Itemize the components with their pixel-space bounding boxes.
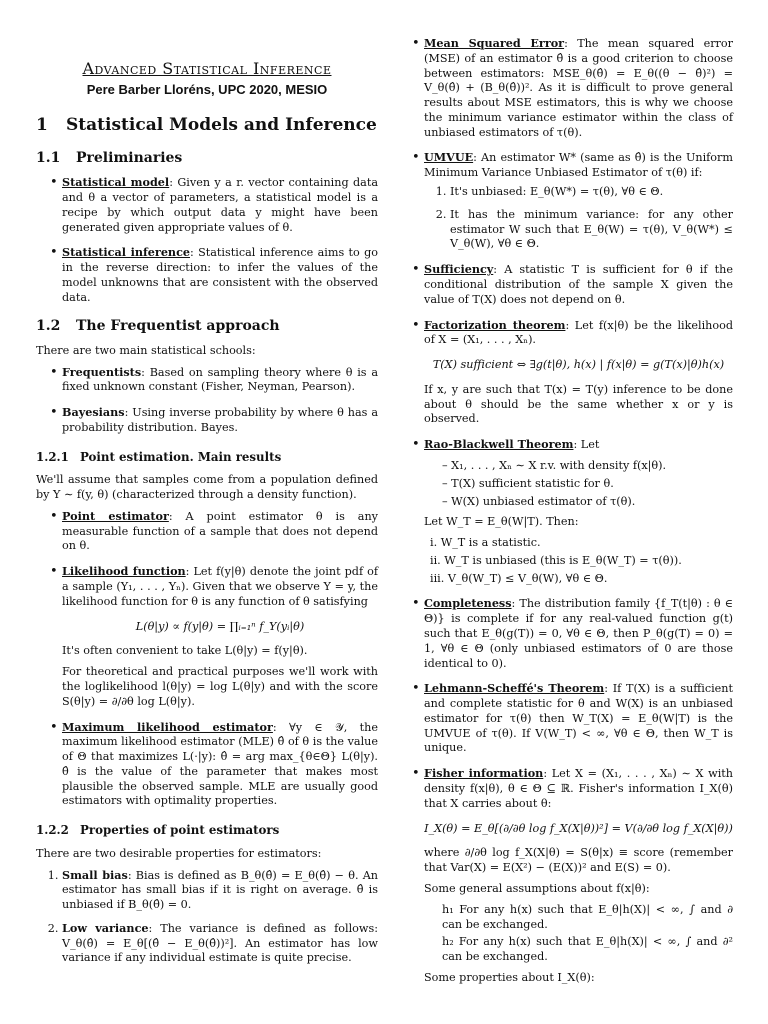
rao-results: [424, 536, 733, 586]
list-item: – W(X) unbiased estimator of τ(θ).: [442, 494, 636, 508]
list-item: i. W_T is a statistic.: [430, 536, 541, 550]
list-item: • Statistical inference: Statistical inference aims to go in the reverse direction: to infer the values of the model unknowns that are consistent with the observed data.: [36, 245, 378, 305]
list-item: • Fisher information: Let X = (X₁, . . . , Xₙ) ∼ X with density f(x|θ), θ ∈ Θ ⊆ ℝ. Fisher's information I_X(θ) that X carries about θ: I_X(θ) = E_θ[(∂/∂θ log f_X(X|θ))²] = V(∂/∂θ log f_X(X|θ)) where ∂/∂θ log f_X(X|θ) = S(θ|x) ≡ score (remember that Var(X) = E(X²) − (E(X))² and E(S) = 0). Some general assumptions about f(x|θ): h₁ For any h(x) such that E_θ|h(X)| < ∞, ∫ and ∂ can be exchanged. h₂ For any h(x) such that E_θ|h(X)| < ∞, ∫ and ∂² can be exchanged. Some properties about I_X(θ):: [398, 766, 733, 985]
definitions-list: [398, 36, 733, 986]
right-column: [398, 30, 733, 996]
list-item: • Bayesians: Using inverse probability by where θ has a probability distribution. Bayes.: [36, 405, 378, 436]
document-header: [36, 58, 378, 98]
list-item: 2. Low variance: The variance is defined as follows: V_θ(θ̂) = E_θ[(θ̂ − E_θ(θ̂))²]. An estimator has low variance if any individual estimate is quite precise.: [62, 921, 378, 966]
list-item: – T(X) sufficient statistic for θ.: [442, 476, 614, 490]
list-item: • Factorization theorem: Let f(x|θ) be the likelihood of X = (X₁, . . . , Xₙ). T(X) sufficient ⇔ ∃g(t|θ), h(x) | f(x|θ) = g(T(x)|θ)h(x) If x, y are such that T(x) = T(y) inference to be done about θ should be the same whether x or y is observed.: [398, 318, 733, 428]
factorization-note: If x, y are such that T(x) = T(y) inference to be done about θ should be the same whether x or y is observed.: [424, 382, 733, 426]
list-item: 2. It has the minimum variance: for any other estimator W such that E_θ(W) = τ(θ), V_θ(W*) ≤ V_θ(W), ∀θ ∈ Θ.: [450, 208, 733, 252]
list-item: • Point estimator: A point estimator θ is any measurable function of a sample that does not depend on θ.: [36, 509, 378, 554]
document-author: Pere Barber Lloréns, UPC 2020, MESIO: [86, 82, 328, 98]
list-item: • Likelihood function: Let f(y|θ) denote the joint pdf of a sample (Y₁, . . . , Yₙ). Given that we observe Y = y, the likelihood function for θ is any function of θ satisfying L(θ|y) ∝ f(y|θ) = ∏ᵢ₌₁ⁿ f_Y(yᵢ|θ) It's often convenient to take L(θ|y) = f(y|θ). For theoretical and practical purposes we'll work with the loglikelihood l(θ|y) = log L(θ|y) and with the score S(θ|y) = ∂/∂θ log L(θ|y).: [36, 564, 378, 709]
loglikelihood-note: For theoretical and practical purposes we'll work with the loglikelihood l(θ|y) = log L(θ|y) and with the score S(θ|y) = ∂/∂θ log L(θ|y).: [62, 665, 378, 708]
schools-list: [36, 365, 378, 436]
preliminaries-list: [36, 175, 378, 305]
section-1-heading: 1 Statistical Models and Inference: [36, 115, 377, 136]
properties-list: [36, 868, 378, 967]
properties-intro: There are two desirable properties for estimators:: [36, 846, 322, 860]
section-1-2-1-heading: 1.2.1 Point estimation. Main results: [36, 449, 282, 464]
fisher-properties-intro: Some properties about I_X(θ):: [424, 970, 595, 984]
section-1-1-heading: 1.1 Preliminaries: [36, 149, 183, 166]
frequentist-intro: There are two main statistical schools:: [36, 343, 256, 357]
list-item: • Lehmann-Scheffé's Theorem: If T(X) is a sufficient and complete statistic for θ and W(X) is an unbiased estimator for τ(θ) then W_T(X) = E_θ(W|T) is the UMVUE of τ(θ). If V(W_T) < ∞, ∀θ ∈ Θ, then W_T is unique.: [398, 681, 733, 756]
list-item: 1. Small bias: Bias is defined as B_θ(θ̂) = E_θ(θ̂) − θ. An estimator has small bias if it is right on average. θ̂ is unbiased if B_θ(θ̂) = 0.: [62, 868, 378, 913]
section-1-2-heading: 1.2 The Frequentist approach: [36, 318, 280, 335]
list-item: • Rao-Blackwell Theorem: Let – X₁, . . . , Xₙ ∼ X r.v. with density f(x|θ). – T(X) sufficient statistic for θ. – W(X) unbiased estimator of τ(θ). Let W_T = E_θ(W|T). Then: i. W_T is a statistic. ii. W_T is unbiased (this is E_θ(W_T) = τ(θ)). iii. V_θ(W_T) ≤ V_θ(W), ∀θ ∈ Θ.: [398, 437, 733, 586]
document-title: Advanced Statistical Inference: [82, 59, 332, 78]
list-item: • Frequentists: Based on sampling theory where θ is a fixed unknown constant (Fisher, Neyman, Pearson).: [36, 365, 378, 396]
fisher-assumptions-intro: Some general assumptions about f(x|θ):: [424, 881, 650, 895]
rao-let: Let W_T = E_θ(W|T). Then:: [424, 515, 579, 529]
fisher-equation: I_X(θ) = E_θ[(∂/∂θ log f_X(X|θ))²] = V(∂/∂θ log f_X(X|θ)): [424, 821, 733, 835]
list-item: – X₁, . . . , Xₙ ∼ X r.v. with density f(x|θ).: [442, 458, 667, 472]
section-1-2-2-heading: 1.2.2 Properties of point estimators: [36, 823, 280, 838]
fisher-score-note: where ∂/∂θ log f_X(X|θ) = S(θ|x) ≡ score (remember that Var(X) = E(X²) − (E(X))² and E(S) = 0).: [424, 846, 733, 875]
left-column: [36, 0, 378, 974]
list-item: • Completeness: The distribution family {f_T(t|θ) : θ ∈ Θ)} is complete if for any real-valued function g(t) such that E_θ(g(T)) = 0, ∀θ ∈ Θ, then P_θ(g(T) = 0) = 1, ∀θ ∈ Θ (only unbiased estimators of 0 are those identical to 0).: [398, 596, 733, 671]
list-item: 1. It's unbiased: E_θ(W*) = τ(θ), ∀θ ∈ Θ.: [450, 185, 733, 200]
likelihood-note: It's often convenient to take L(θ|y) = f(y|θ).: [62, 644, 308, 658]
factorization-equation: T(X) sufficient ⇔ ∃g(t|θ), h(x) | f(x|θ) = g(T(x)|θ)h(x): [432, 358, 725, 372]
likelihood-equation: L(θ|y) ∝ f(y|θ) = ∏ᵢ₌₁ⁿ f_Y(yᵢ|θ): [135, 619, 305, 633]
fisher-assumptions: [424, 903, 733, 965]
point-estimation-list: [36, 509, 378, 809]
umvue-conditions: [424, 185, 733, 252]
list-item: • Maximum likelihood estimator: ∀y ∈ 𝒴, the maximum likelihood estimator (MLE) θ̂ of θ is the value of Θ that maximizes L(·|y): θ̂ = arg max_{θ∈Θ} L(θ|y). θ̂ is the value of the parameter that makes most plausible the observed sample. MLE are usually good estimators with optimality properties.: [36, 720, 378, 810]
list-item: • UMVUE: An estimator W* (same as θ̂) is the Uniform Minimum Variance Unbiased Estimator of τ(θ) if: 1. It's unbiased: E_θ(W*) = τ(θ), ∀θ ∈ Θ. 2. It has the minimum variance: for any other estimator W such that E_θ(W) = τ(θ), V_θ(W*) ≤ V_θ(W), ∀θ ∈ Θ.: [398, 150, 733, 252]
list-item: ii. W_T is unbiased (this is E_θ(W_T) = τ(θ)).: [430, 553, 682, 567]
list-item: • Statistical model: Given y a r. vector containing data and θ a vector of parameters, a statistical model is a recipe by which output data y might have been generated given appropriate values of θ.: [36, 175, 378, 235]
list-item: • Sufficiency: A statistic T is sufficient for θ if the conditional distribution of the sample X given the value of T(X) does not depend on θ.: [398, 262, 733, 307]
list-item: • Mean Squared Error: The mean squared error (MSE) of an estimator θ̂ is a good criterion to choose between estimators: MSE_θ(θ̂) = E_θ((θ − θ̂)²) = V_θ(θ̂) + (B_θ(θ̂))². As it is difficult to prove general results about MSE estimators, this is why we choose the minimum variance estimator within the class of unbiased estimators of τ(θ).: [398, 36, 733, 140]
list-item: h₁ For any h(x) such that E_θ|h(X)| < ∞, ∫ and ∂ can be exchanged.: [442, 902, 733, 931]
point-estimation-intro: We'll assume that samples come from a population defined by Y ∼ f(y, θ) (characterized through a density function).: [36, 473, 378, 502]
rao-assumptions: [424, 459, 733, 509]
list-item: iii. V_θ(W_T) ≤ V_θ(W), ∀θ ∈ Θ.: [430, 571, 608, 585]
list-item: h₂ For any h(x) such that E_θ|h(X)| < ∞, ∫ and ∂² can be exchanged.: [442, 935, 733, 964]
